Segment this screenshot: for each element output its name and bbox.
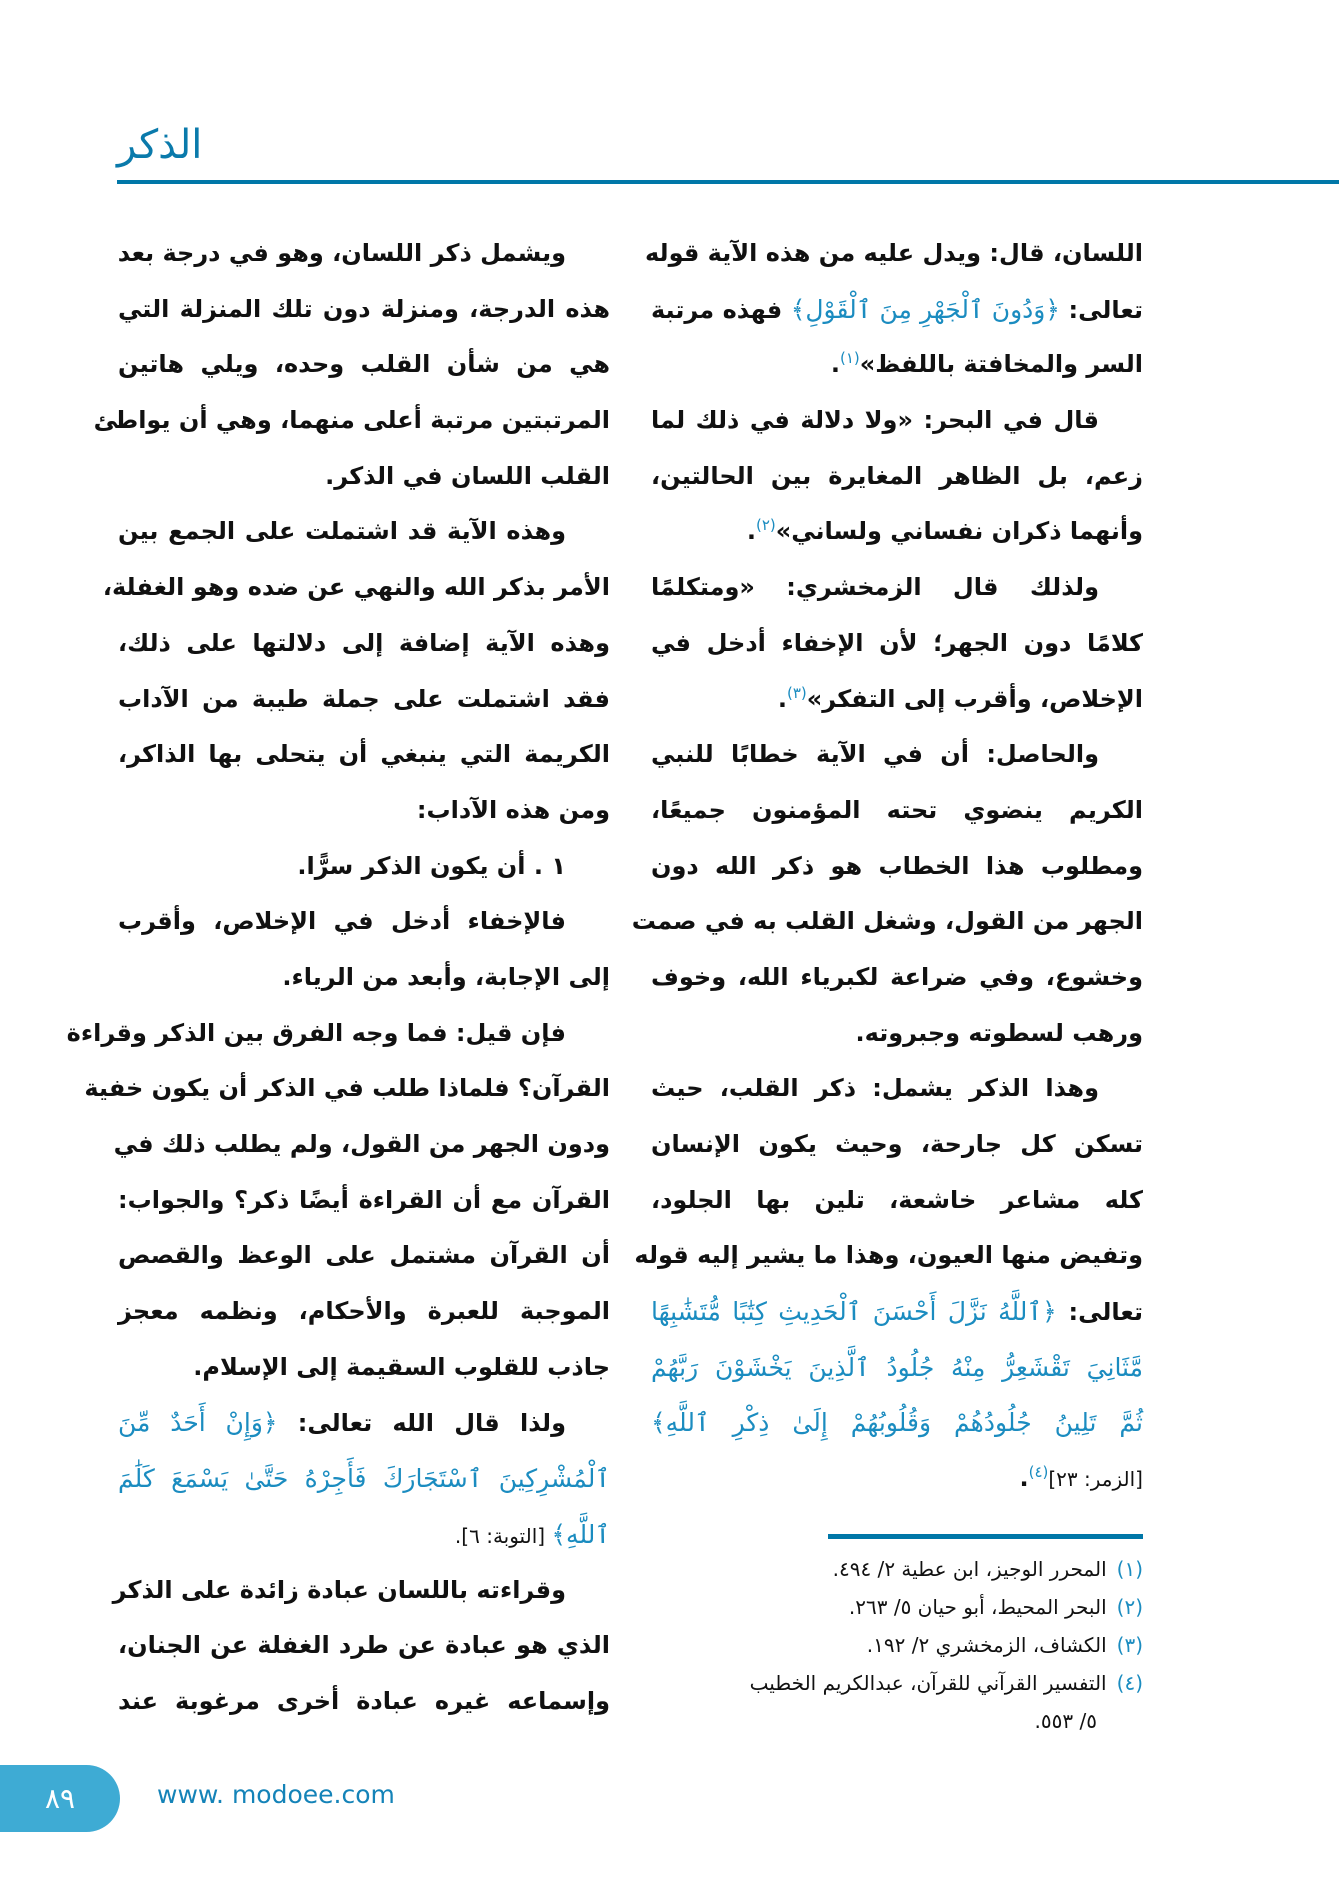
body-text: . <box>830 350 840 379</box>
body-text: وتفيض منها العيون، وهذا ما يشير إليه قوله <box>634 1241 1143 1270</box>
chapter-title: الذكر <box>117 122 203 168</box>
text-line <box>645 226 1143 282</box>
text-line <box>66 1006 610 1062</box>
body-text: وأنهما ذكران نفساني ولساني» <box>775 517 1143 546</box>
body-text: وهذا الذكر يشمل: ذكر القلب، حيث <box>651 1074 1099 1103</box>
text-line <box>651 1173 1143 1229</box>
footnote <box>640 1588 1143 1626</box>
text-line <box>651 950 1143 1006</box>
body-text: وهذه الآية قد اشتملت على الجمع بين <box>118 517 566 546</box>
body-text: فالإخفاء أدخل في الإخلاص، وأقرب <box>118 907 566 936</box>
body-text: فإن قيل: فما وجه الفرق بين الذكر وقراءة <box>66 1018 566 1047</box>
footnote-ref[interactable]: (١) <box>839 349 860 368</box>
body-text: كلامًا دون الجهر؛ لأن الإخفاء أدخل في <box>651 628 1143 657</box>
footnote-ref[interactable]: (٣) <box>787 683 807 702</box>
body-text: . <box>1019 1464 1029 1493</box>
body-text: . <box>746 517 756 546</box>
body-text: الكريمة التي ينبغي أن يتحلى بها الذاكر، <box>118 740 610 769</box>
body-text: ولذا قال الله تعالى: <box>277 1409 566 1438</box>
text-line <box>93 393 610 449</box>
body-text: ورهب لسطوته وجبروته. <box>855 1018 1143 1047</box>
body-text: القلب اللسان في الذكر. <box>325 461 610 490</box>
body-text: الأمر بذكر الله والنهي عن ضده وهو الغفلة، <box>102 573 610 602</box>
body-text: السر والمخافتة باللفظ» <box>859 350 1143 379</box>
text-line <box>118 616 610 672</box>
header-rule <box>117 180 1339 184</box>
body-text: والحاصل: أن في الآية خطابًا للنبي <box>651 740 1099 769</box>
text-line <box>651 393 1143 449</box>
footnote <box>640 1550 1143 1588</box>
body-text: وهذه الآية إضافة إلى دلالتها على ذلك، <box>118 628 610 657</box>
body-text: كله مشاعر خاشعة، تلين بها الجلود، <box>651 1185 1143 1214</box>
text-line <box>651 1395 1143 1451</box>
quran-verse: ٱللَّهِ﴾ <box>551 1519 610 1549</box>
text-line <box>118 1173 610 1229</box>
body-text: وإسماعه غيره عبادة أخرى مرغوبة عند <box>118 1686 610 1715</box>
footnote-ref[interactable]: (٢) <box>755 516 776 535</box>
body-text: تعالى: <box>1056 1298 1143 1327</box>
body-text: وخشوع، وفي ضراعة لكبرياء الله، وخوف <box>651 962 1143 991</box>
body-text: ومطلوب هذا الخطاب هو ذكر الله دون <box>651 851 1143 880</box>
footnote-number: (٣) <box>1116 1633 1143 1657</box>
footnote-ref[interactable]: (٤) <box>1028 1463 1049 1482</box>
footnote-separator <box>828 1534 1143 1539</box>
page-number-badge <box>0 1765 120 1832</box>
footnote-text: البحر المحيط، أبو حيان ٥/ ٢٦٣. <box>848 1595 1107 1619</box>
text-line <box>118 1674 610 1730</box>
text-line <box>651 672 1143 728</box>
footnote-text: الكشاف، الزمخشري ٢/ ١٩٢. <box>866 1633 1107 1657</box>
text-line <box>102 560 610 616</box>
body-text: الموجبة للعبرة والأحكام، ونظمه معجز <box>118 1297 610 1326</box>
verse-reference: [التوبة: ٦]. <box>454 1523 552 1548</box>
text-line <box>651 1451 1143 1507</box>
text-line <box>651 1061 1143 1117</box>
body-text: قال في البحر: «ولا دلالة في ذلك لما <box>651 406 1099 435</box>
footnote-number: (١) <box>1116 1557 1143 1581</box>
text-line <box>118 1340 610 1396</box>
body-text: المرتبتين مرتبة أعلى منهما، وهي أن يواطئ <box>93 406 610 435</box>
body-text: ولذلك قال الزمخشري: «ومتكلمًا <box>651 573 1099 602</box>
quran-verse: ﴿وَدُونَ ٱلْجَهْرِ مِنَ ٱلْقَوْلِ﴾ <box>790 294 1061 324</box>
body-text: الذي هو عبادة عن طرد الغفلة عن الجنان، <box>118 1631 610 1660</box>
text-line <box>118 839 610 895</box>
body-text: الإخلاص، وأقرب إلى التفكر» <box>806 684 1143 713</box>
quran-verse: ثُمَّ تَلِينُ جُلُودُهُمْ وَقُلُوبُهُمْ إِلَىٰ ذِكْرِ ٱللَّهِ﴾ <box>651 1408 1143 1438</box>
text-line <box>631 894 1143 950</box>
footnote <box>640 1626 1143 1664</box>
text-line <box>651 1340 1143 1396</box>
text-line <box>118 226 610 282</box>
body-text: القرآن مع أن القراءة أيضًا ذكر؟ والجواب: <box>118 1185 610 1214</box>
text-line <box>118 1395 610 1451</box>
text-line <box>634 1228 1143 1284</box>
body-text: ١ . أن يكون الذكر سرًّا. <box>297 851 566 880</box>
footnotes <box>640 1550 1143 1740</box>
text-line <box>118 727 610 783</box>
text-line <box>118 1451 610 1507</box>
body-text: فهذه مرتبة <box>651 295 791 324</box>
quran-verse: مَّثَانِيَ تَقْشَعِرُّ مِنْهُ جُلُودُ ٱلَّذِينَ يَخْشَوْنَ رَبَّهُمْ <box>651 1352 1143 1382</box>
text-line <box>118 783 610 839</box>
footnote-text: المحرر الوجيز، ابن عطية ٢/ ٤٩٤. <box>832 1557 1107 1581</box>
text-line <box>118 504 610 560</box>
body-text: وقراءته باللسان عبادة زائدة على الذكر <box>112 1575 566 1604</box>
body-text: هذه الدرجة، ومنزلة دون تلك المنزلة التي <box>118 294 610 323</box>
quran-verse: ﴿وَإِنْ أَحَدٌ مِّنَ <box>118 1408 278 1438</box>
footnote <box>640 1664 1143 1702</box>
body-text: هي من شأن القلب وحده، ويلي هاتين <box>118 350 610 379</box>
body-text: الجهر من القول، وشغل القلب به في صمت <box>631 907 1143 936</box>
body-text: فقد اشتملت على جملة طيبة من الآداب <box>118 684 610 713</box>
body-text: ودون الجهر من القول، ولم يطلب ذلك في <box>113 1130 610 1158</box>
text-line <box>651 560 1143 616</box>
quran-verse: ٱلْمُشْرِكِينَ ٱسْتَجَارَكَ فَأَجِرْهُ حَتَّىٰ يَسْمَعَ كَلَٰمَ <box>118 1464 610 1494</box>
body-text: تعالى: <box>1060 295 1143 324</box>
text-line <box>651 449 1143 505</box>
text-line <box>651 839 1143 895</box>
text-line <box>118 337 610 393</box>
body-text: ويشمل ذكر اللسان، وهو في درجة بعد <box>117 239 566 267</box>
body-text: زعم، بل الظاهر المغايرة بين الحالتين، <box>651 461 1143 490</box>
text-line <box>651 783 1143 839</box>
left-text-column <box>66 226 610 1730</box>
right-text-column <box>631 226 1143 1507</box>
text-line <box>651 616 1143 672</box>
footnote-text: التفسير القرآني للقرآن، عبدالكريم الخطيب <box>749 1671 1107 1695</box>
text-line <box>118 1618 610 1674</box>
text-line <box>118 282 610 338</box>
text-line <box>118 1228 610 1284</box>
text-line <box>651 1006 1143 1062</box>
text-line <box>84 1061 610 1117</box>
text-line <box>118 950 610 1006</box>
body-text: . <box>777 684 787 713</box>
text-line <box>118 449 610 505</box>
body-text: إلى الإجابة، وأبعد من الرياء. <box>282 962 610 991</box>
body-text: اللسان، قال: ويدل عليه من هذه الآية قوله <box>645 239 1143 267</box>
text-line <box>651 727 1143 783</box>
text-line <box>112 1563 610 1619</box>
text-line <box>651 504 1143 560</box>
body-text: أن القرآن مشتمل على الوعظ والقصص <box>118 1241 610 1270</box>
body-text: ومن هذه الآداب: <box>416 795 610 824</box>
quran-verse: ﴿ٱللَّهُ نَزَّلَ أَحْسَنَ ٱلْحَدِيثِ كِتَٰبًا مُّتَشَٰبِهًا <box>651 1297 1057 1327</box>
text-line <box>118 1284 610 1340</box>
text-line <box>118 1507 610 1563</box>
text-line <box>651 1117 1143 1173</box>
verse-reference: [الزمر: ٢٣] <box>1048 1467 1143 1492</box>
body-text: القرآن؟ فلماذا طلب في الذكر أن يكون خفية <box>84 1074 610 1103</box>
text-line <box>113 1117 610 1173</box>
text-line <box>651 282 1143 338</box>
website-url: www. modoee.com <box>157 1780 395 1809</box>
body-text: تسكن كل جارحة، وحيث يكون الإنسان <box>651 1130 1143 1158</box>
text-line <box>118 672 610 728</box>
body-text: الكريم ينضوي تحته المؤمنون جميعًا، <box>651 795 1143 824</box>
text-line <box>118 894 610 950</box>
body-text: جاذب للقلوب السقيمة إلى الإسلام. <box>193 1352 610 1381</box>
page-number: ٨٩ <box>44 1782 76 1815</box>
text-line <box>651 1284 1143 1340</box>
text-line <box>651 337 1143 393</box>
footnote-number: (٢) <box>1116 1595 1143 1619</box>
footnote-number: (٤) <box>1116 1671 1143 1695</box>
footnote-continuation: ٥/ ٥٥٣. <box>1034 1709 1097 1733</box>
